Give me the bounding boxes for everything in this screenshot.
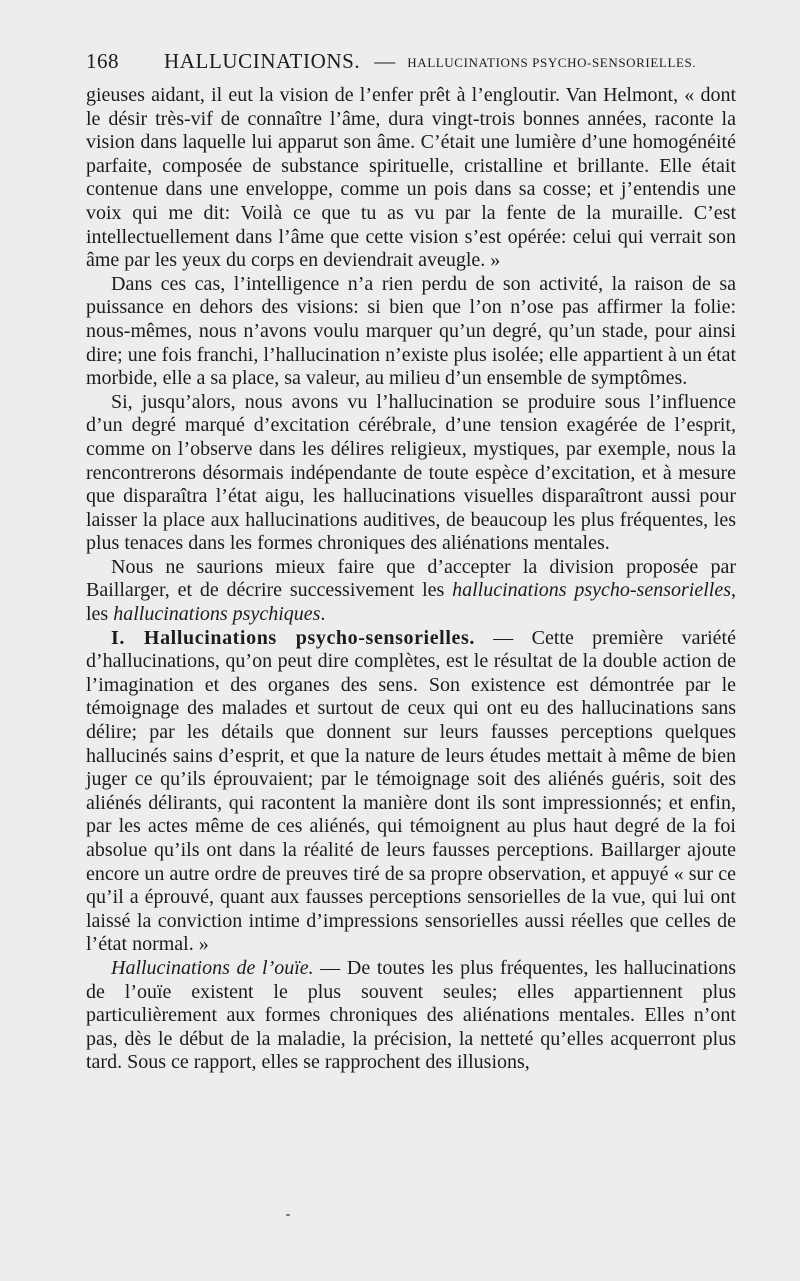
italic-term: hallucinations psycho-sensorielles bbox=[452, 579, 731, 602]
paragraph-text: — De toutes les plus fréquentes, les hallucinations de l’ouïe existent le plus souvent seules; elles appartiennent plus particulièrement aux formes chroniques des aliénations mentales. Elles n’ont pas, dès le début de la maladie, la précision, la netteté qu’elles acquerront plus tard. Sous ce rapport, elles se rapprochent des illusions, bbox=[86, 956, 737, 1074]
paragraph bbox=[86, 391, 736, 556]
paragraph-text: — Cette première variété d’hallucinations, qu’on peut dire complètes, est le résultat de la double action de l’imagination et des organes des sens. Son existence est démontrée par le témoignage des malades et surtout de ceux qui ont eu des hallucinations sans délire; par les détails que donnent sur leurs fausses perceptions quelques hallucinés sains d’esprit, et que la nature de leurs études mettait à même de bien juger ce qu’ils éprouvaient; par le témoignage soit des aliénés guéris, soit des aliénés délirants, qui racontent la manière dont ils sont impressionnés; et enfin, par les actes même de ces aliénés, qui témoignent au plus haut degré de la foi absolue qu’ils ont dans la réalité de leurs fausses perceptions. Baillarger ajoute encore un autre ordre de preuves tiré de sa propre observation, et appuyé « sur ce qu’il a éprouvé, quant aux fausses perceptions sensorielles de la vue, qui lui ont laissé la conviction intime d’impressions sensorielles aussi réelles que celles de l’état normal. » bbox=[86, 626, 736, 956]
section-heading: I. Hallucinations psycho-sensorielles. bbox=[111, 626, 475, 649]
paragraph bbox=[86, 273, 736, 391]
subsection-paragraph bbox=[86, 957, 736, 1075]
paragraph-text: , les bbox=[86, 579, 736, 626]
section-paragraph bbox=[86, 627, 736, 957]
paragraph-text: Si, jusqu’alors, nous avons vu l’hallucination se produire sous l’influence d’un degré marqué d’excitation cérébrale, d’une tension exagérée de l’esprit, comme on l’observe dans les délires religieux, mystiques, par exemple, nous la rencontrerons désormais indépendante de toute espèce d’excitation, et à mesure que disparaîtra l’état aigu, les hallucinations visuelles disparaîtront aussi pour laisser la place aux hallucinations auditives, de beaucoup les plus fréquentes, les plus tenaces dans les formes chroniques des aliénations mentales. bbox=[86, 390, 736, 555]
body-text bbox=[86, 84, 736, 1075]
running-subtitle: HALLUCINATIONS PSYCHO-SENSORIELLES. bbox=[407, 55, 697, 70]
header-dash: — bbox=[374, 49, 396, 73]
paragraph bbox=[86, 556, 736, 627]
subsection-title: Hallucinations de l’ouïe. bbox=[111, 956, 314, 979]
italic-term: hallucinations psychiques bbox=[113, 603, 321, 626]
print-speck bbox=[286, 1214, 290, 1216]
paragraph-text: Dans ces cas, l’intelligence n’a rien perdu de son activité, la raison de sa puissance en dehors des visions: si bien que l’on n’ose pas affirmer la folie: nous-mêmes, nous n’avons voulu marquer qu’un degré, qu’un stade, pour ainsi dire; une fois franchi, l’hallucination n’existe plus isolée; elle appartient à un état morbide, elle a sa place, sa valeur, au milieu d’un ensemble de symptômes. bbox=[86, 272, 736, 390]
paragraph-text: Nous ne saurions mieux faire que d’accepter la division proposée par Baillarger, et de décrire successivement les bbox=[86, 555, 736, 602]
page-number: 168 bbox=[86, 49, 119, 73]
paragraph-continuation bbox=[86, 84, 736, 273]
page-header bbox=[86, 46, 736, 78]
paragraph-text: . bbox=[320, 603, 326, 626]
running-title: HALLUCINATIONS. bbox=[164, 49, 361, 73]
paragraph-text: gieuses aidant, il eut la vision de l’enfer prêt à l’engloutir. Van Helmont, « dont le désir très-vif de connaître l’âme, dura vingt-trois bonnes années, raconte la vision dans laquelle lui apparut son âme. C’était une lumière d’une homogénéité parfaite, composée de substance spirituelle, cristalline et brillante. Elle était contenue dans une enveloppe, comme un pois dans sa cosse; et j’entendis une voix qui me dit: Voilà ce que tu as vu par la fente de la muraille. C’est intellectuellement dans l’âme que cette vision s’est opérée: celui qui verrait son âme par les yeux du corps en deviendrait aveugle. » bbox=[86, 84, 736, 272]
